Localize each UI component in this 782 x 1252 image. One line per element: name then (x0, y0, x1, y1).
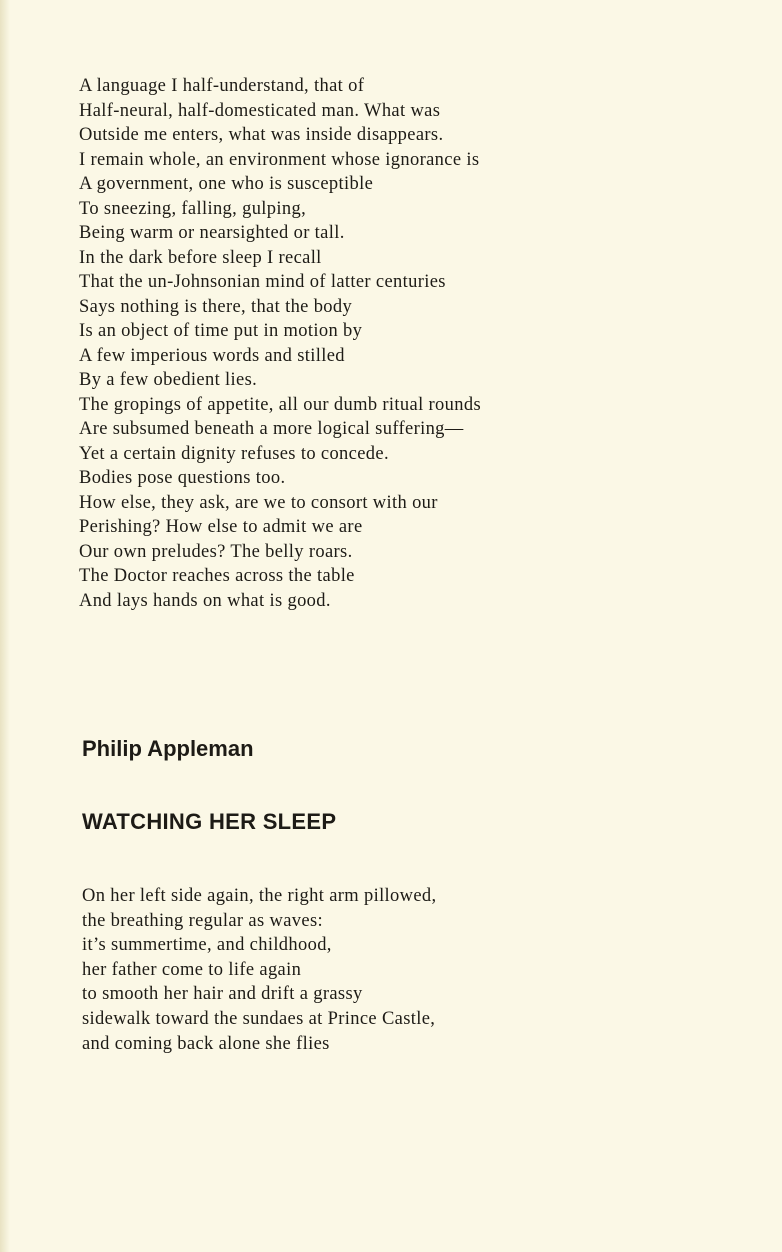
poem-line: The gropings of appetite, all our dumb ritual rounds (79, 394, 481, 415)
poem-line: A language I half-understand, that of (79, 76, 365, 96)
poem-title: WATCHING HER SLEEP (82, 809, 337, 834)
poem-line: Half-neural, half-domesticated man. What was (79, 100, 441, 121)
poem-line: That the un-Johnsonian mind of latter centuries (79, 272, 446, 292)
poem-line: Is an object of time put in motion by (79, 321, 363, 341)
poem-line: The Doctor reaches across the table (79, 566, 355, 586)
poem-line: sidewalk toward the sundaes at Prince Castle, (82, 1008, 436, 1029)
poem-body (82, 884, 437, 1056)
poem-line: How else, they ask, are we to consort with our (79, 492, 438, 513)
poem-line: and coming back alone she flies (82, 1033, 330, 1054)
poem-line: to smooth her hair and drift a grassy (82, 984, 363, 1005)
poem-continued (79, 74, 481, 613)
poem-line: Perishing? How else to admit we are (79, 517, 363, 537)
poem-line: Yet a certain dignity refuses to concede. (79, 443, 389, 464)
poem-line: Are subsumed beneath a more logical suffering— (79, 419, 464, 439)
poem-line: Being warm or nearsighted or tall. (79, 223, 345, 243)
poem-line: Bodies pose questions too. (79, 468, 286, 488)
poem-line: And lays hands on what is good. (79, 590, 331, 611)
poem-line: her father come to life again (82, 959, 302, 980)
poem-line: I remain whole, an environment whose ignorance is (79, 149, 480, 170)
poem-line: In the dark before sleep I recall (79, 247, 322, 268)
poem-line: the breathing regular as waves: (82, 910, 323, 931)
poem-line: Outside me enters, what was inside disappears. (79, 125, 444, 145)
poem-line: By a few obedient lies. (79, 370, 258, 390)
poem-line: On her left side again, the right arm pillowed, (82, 886, 437, 906)
poem-line: To sneezing, falling, gulping, (79, 198, 307, 219)
poem-line: A government, one who is susceptible (79, 174, 374, 194)
poem-line: Says nothing is there, that the body (79, 296, 353, 317)
page-edge (0, 0, 10, 1252)
author-name: Philip Appleman (82, 736, 254, 761)
poem-line: Our own preludes? The belly roars. (79, 541, 353, 562)
poem-line: A few imperious words and stilled (79, 345, 345, 366)
poem-line: it’s summertime, and childhood, (82, 935, 332, 956)
